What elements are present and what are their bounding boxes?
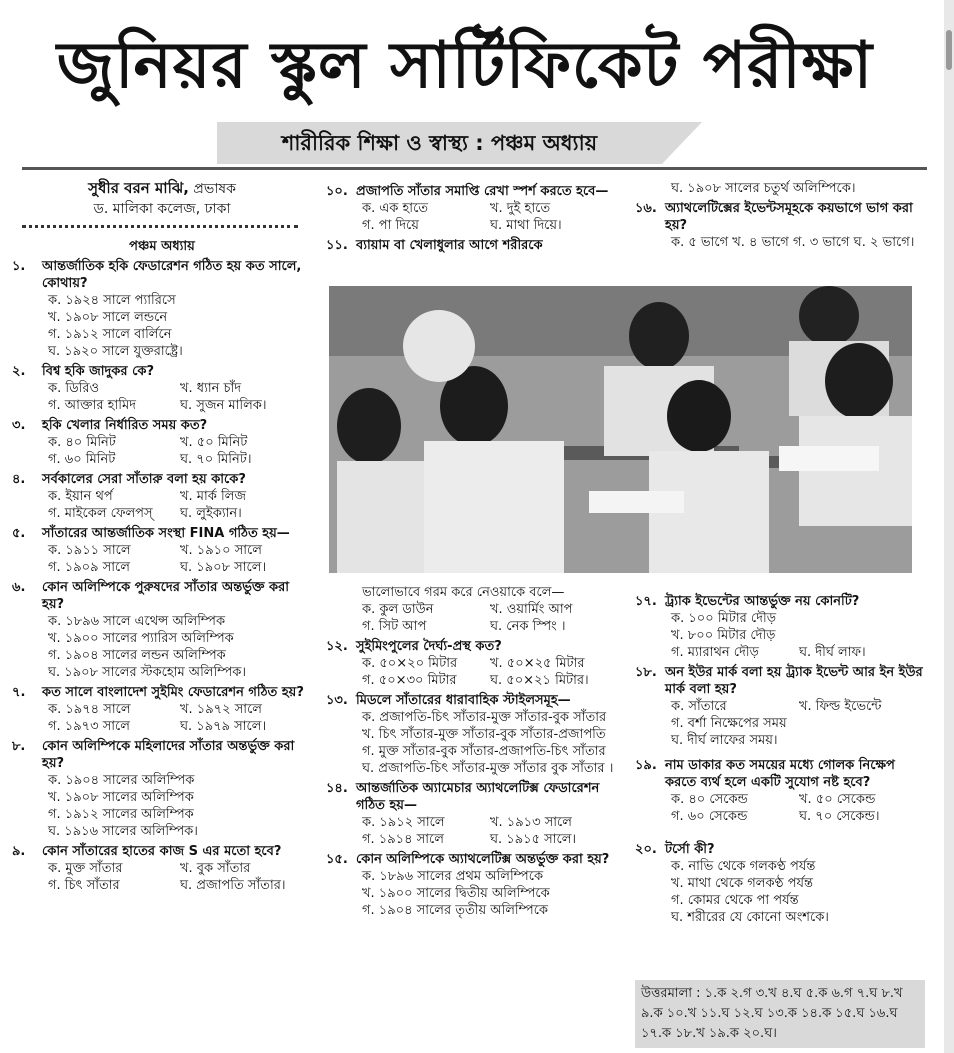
option: ঘ. ১৯২০ সালে যুক্তরাষ্ট্রে। xyxy=(48,344,183,359)
question-12: ১২. সুইমিংপুলের দৈর্ঘ্য-প্রস্থ কত? xyxy=(326,639,502,654)
option-row: গ. পা দিয়ে ঘ. মাথা দিয়ে। xyxy=(362,218,562,233)
option: ক. ১৯০৪ সালের অলিম্পিক xyxy=(48,773,195,788)
answer-key: উত্তরমালা : ১.ক ২.গ ৩.খ ৪.ঘ ৫.ক ৬.গ ৭.ঘ ৮.খ ৯.ক ১০.খ ১১.ঘ ১২.ঘ ১৩.ক ১৪.ক ১৫.ঘ ১৬.ঘ ১৭.ক ১৮.খ ১৯.ক ২০.ঘ। xyxy=(635,980,925,1048)
dotted-divider xyxy=(22,225,298,228)
option-row: ক. ১৯১২ সালে খ. ১৯১৩ সালে xyxy=(362,815,572,830)
question-16: ১৬. অ্যাথলেটিক্সের ইভেন্টসমূহকে কয়ভাগে ভাগ করা হয়? xyxy=(635,201,913,233)
question-3: ৩. হকি খেলার নির্ধারিত সময় কত? xyxy=(12,418,208,433)
option: খ. মাথা থেকে গলকণ্ঠ পর্যন্ত xyxy=(671,876,813,891)
option: ক. নাভি থেকে গলকণ্ঠ পর্যন্ত xyxy=(671,859,816,874)
option: খ. চিৎ সাঁতার-মুক্ত সাঁতার-বুক সাঁতার-প্রজাপতি xyxy=(362,727,606,742)
option: গ. বর্শা নিক্ষেপের সময় xyxy=(671,716,787,731)
option-row: গ. ১৯০৯ সালে ঘ. ১৯০৮ সালে। xyxy=(48,560,267,575)
header-rule xyxy=(22,167,927,170)
option: খ. ১৯০০ সালের দ্বিতীয় অলিম্পিকে xyxy=(362,886,550,901)
option-row: ক. মুক্ত সাঁতার খ. বুক সাঁতার xyxy=(48,861,251,876)
option-row: ক. ১৯৭৪ সালে খ. ১৯৭২ সালে xyxy=(48,702,262,717)
option-row: গ. চিৎ সাঁতার ঘ. প্রজাপতি সাঁতার। xyxy=(48,878,286,893)
option: গ. ১৯০৪ সালের তৃতীয় অলিম্পিকে xyxy=(362,903,549,918)
option-row: ক. এক হাতে খ. দুই হাতে xyxy=(362,201,551,216)
question-2: ২. বিশ্ব হকি জাদুকর কে? xyxy=(12,364,154,379)
question-8: ৮. কোন অলিম্পিকে মহিলাদের সাঁতার অন্তর্ভুক্ত করা হয়? xyxy=(12,739,295,771)
option-row: গ. ৫০×৩০ মিটার ঘ. ৫০×২১ মিটার। xyxy=(362,673,589,688)
question-1: ১. আন্তর্জাতিক হকি ফেডারেশন গঠিত হয় কত সালে, কোথায়? xyxy=(12,259,302,291)
question-10: ১০. প্রজাপতি সাঁতার সমাপ্তি রেখা স্পর্শ করতে হবে— xyxy=(326,184,609,199)
option-row: ক. ৪০ সেকেন্ড খ. ৫০ সেকেন্ড xyxy=(671,792,876,807)
question-15: ১৫. কোন অলিম্পিকে অ্যাথলেটিক্স অন্তর্ভুক্ত করা হয়? xyxy=(326,852,610,867)
option: ক. ১৮৯৬ সালের প্রথম অলিম্পিকে xyxy=(362,869,544,884)
question-19: ১৯. নাম ডাকার কত সময়ের মধ্যে গোলক নিক্ষেপ করতে ব্যর্থ হলে একটি সুযোগ নষ্ট হবে? xyxy=(635,758,895,790)
question-11: ১১. ব্যায়াম বা খেলাধুলার আগে শরীরকে xyxy=(326,238,543,253)
author-role: প্রভাষক xyxy=(188,181,236,197)
option-row: গ. ৬০ সেকেন্ড ঘ. ৭০ সেকেন্ড। xyxy=(671,809,880,824)
option-row: ক. ইয়ান থর্প খ. মার্ক লিজ xyxy=(48,489,247,504)
option: ঘ. ১৯০৮ সালের চতুর্থ অলিম্পিকে। xyxy=(671,181,856,196)
question-11-continued: ভালোভাবে গরম করে নেওয়াকে বলে— xyxy=(362,585,565,600)
option: ক. প্রজাপতি-চিৎ সাঁতার-মুক্ত সাঁতার-বুক সাঁতার xyxy=(362,710,607,725)
option: খ. ৮০০ মিটার দৌড় xyxy=(671,628,776,643)
option: ঘ. ১৯০৮ সালের স্টকহোম অলিম্পিক। xyxy=(48,665,246,680)
question-9: ৯. কোন সাঁতারের হাতের কাজ S এর মতো হবে? xyxy=(12,844,282,859)
option-row: গ. সিট আপ ঘ. নেক স্পিং । xyxy=(362,619,566,634)
option: ক. ১৮৯৬ সালে এথেন্স অলিম্পিক xyxy=(48,614,226,629)
option: ঘ. দীর্ঘ লাফের সময়। xyxy=(671,733,778,748)
option-row: গ. ম্যারাথন দৌড় ঘ. দীর্ঘ লাফ। xyxy=(671,645,866,660)
option: ঘ. প্রজাপতি-চিৎ সাঁতার-মুক্ত সাঁতার বুক সাঁতার । xyxy=(362,761,614,776)
option: ক. ৫ ভাগে খ. ৪ ভাগে গ. ৩ ভাগে ঘ. ২ ভাগে। xyxy=(671,235,915,250)
option-row: ক. সাঁতারে খ. ফিল্ড ইভেন্টে xyxy=(671,699,882,714)
chapter-heading: পঞ্চম অধ্যায় xyxy=(129,239,195,254)
option-row: ক. কুল ডাউন খ. ওয়ার্মিং আপ xyxy=(362,602,573,617)
option: গ. ১৯০৪ সালের লন্ডন অলিম্পিক xyxy=(48,648,226,663)
column-3-bottom xyxy=(635,590,927,926)
column-2-bottom xyxy=(326,580,618,919)
option: গ. মুক্ত সাঁতার-বুক সাঁতার-প্রজাপতি-চিৎ সাঁতার xyxy=(362,744,606,759)
author-block xyxy=(12,178,312,219)
question-18: ১৮. অন ইউর মার্ক বলা হয় ট্র্যাক ইভেন্ট আর ইন ইউর মার্ক বলা হয়? xyxy=(635,665,923,697)
question-7: ৭. কত সালে বাংলাদেশ সুইমিং ফেডারেশন গঠিত হয়? xyxy=(12,685,304,700)
exam-hall-photo xyxy=(329,286,912,573)
option: ঘ. শরীরের যে কোনো অংশকে। xyxy=(671,910,829,925)
question-6: ৬. কোন অলিম্পিকে পুরুষদের সাঁতার অন্তর্ভুক্ত করা হয়? xyxy=(12,580,290,612)
scrollbar-thumb[interactable] xyxy=(946,30,952,70)
students-writing-illustration xyxy=(329,286,912,573)
option-row: ক. ডিরিও খ. ধ্যান চাঁদ xyxy=(48,381,242,396)
option-row: গ. আক্তার হামিদ ঘ. সুজন মালিক। xyxy=(48,398,267,413)
subtitle: শারীরিক শিক্ষা ও স্বাস্থ্য : পঞ্চম অধ্যায় xyxy=(281,131,598,155)
option-row: ক. ৫০×২০ মিটার খ. ৫০×২৫ মিটার xyxy=(362,656,585,671)
column-2-top xyxy=(326,180,618,254)
option: ক. ১০০ মিটার দৌড় xyxy=(671,611,777,626)
option: খ. ১৯০৮ সালের অলিম্পিক xyxy=(48,790,194,805)
option: ঘ. ১৯১৬ সালের অলিম্পিক। xyxy=(48,824,198,839)
question-4: ৪. সর্বকালের সেরা সাঁতারু বলা হয় কাকে? xyxy=(12,472,246,487)
option: গ. ১৯১২ সালে বার্লিনে xyxy=(48,327,172,342)
question-20: ২০. টর্সো কী? xyxy=(635,842,715,857)
question-17: ১৭. ট্র্যাক ইভেন্টের আন্তর্ভুক্ত নয় কোনটি? xyxy=(635,594,860,609)
option: গ. কোমর থেকে পা পর্যন্ত xyxy=(671,893,799,908)
option: ক. ১৯২৪ সালে প্যারিসে xyxy=(48,293,176,308)
option-row: গ. ১৯১৪ সালে ঘ. ১৯১৫ সালে। xyxy=(362,832,577,847)
option-row: গ. মাইকেল ফেলপস্ ঘ. লুইক্যান। xyxy=(48,506,242,521)
option-row: গ. ৬০ মিনিট ঘ. ৭০ মিনিট। xyxy=(48,452,252,467)
option: খ. ১৯০০ সালের প্যারিস অলিম্পিক xyxy=(48,631,234,646)
vertical-scrollbar[interactable] xyxy=(944,0,954,1053)
question-13: ১৩. মিডলে সাঁতারের ধারাবাহিক স্টাইলসমূহ— xyxy=(326,693,571,708)
question-14: ১৪. আন্তর্জাতিক অ্যামেচার অ্যাথলেটিক্স ফেডারেশন গঠিত হয়— xyxy=(326,781,600,813)
column-3-top xyxy=(635,180,927,251)
column-1 xyxy=(12,178,312,894)
page-title: জুনিয়র স্কুল সার্টিফিকেট পরীক্ষা xyxy=(56,28,874,103)
option-row: ক. ১৯১১ সালে খ. ১৯১০ সালে xyxy=(48,543,262,558)
author-college: ড. মালিকা কলেজ, ঢাকা xyxy=(93,201,231,217)
author-name: সুধীর বরন মাঝি, xyxy=(88,179,189,197)
subtitle-banner-tail xyxy=(662,122,702,164)
option-row: গ. ১৯৭৩ সালে ঘ. ১৯৭৯ সালে। xyxy=(48,719,267,734)
option-row: ক. ৪০ মিনিট খ. ৫০ মিনিট xyxy=(48,435,248,450)
option: গ. ১৯১২ সালের অলিম্পিক xyxy=(48,807,194,822)
question-5: ৫. সাঁতারের আন্তর্জাতিক সংস্থা FINA গঠিত হয়— xyxy=(12,526,290,541)
option: খ. ১৯০৮ সালে লন্ডনে xyxy=(48,310,168,325)
